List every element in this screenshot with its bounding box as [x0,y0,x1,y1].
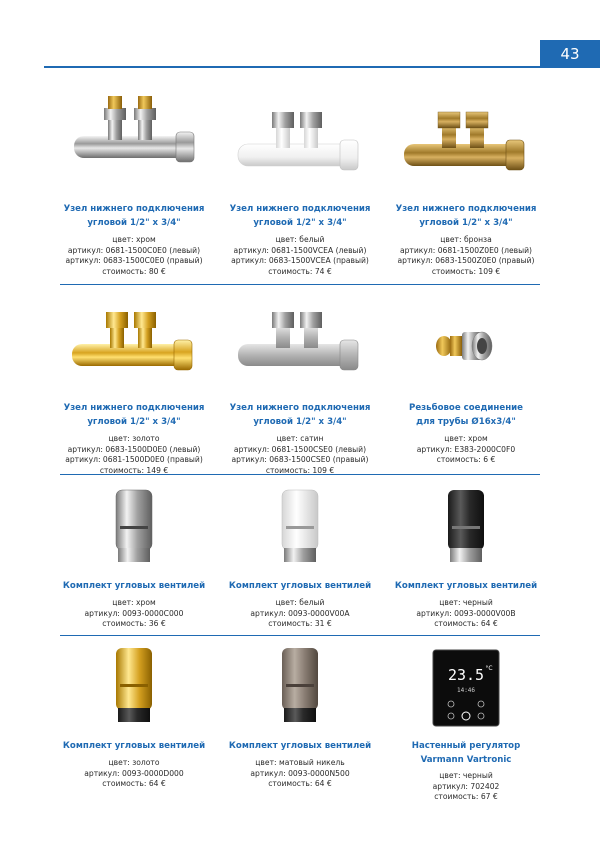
product-details: цвет: черный артикул: 0093-0000V00B стоимость: 64 € [416,598,516,629]
thermostat-time: 14:46 [456,687,476,694]
page-number: 43 [540,40,600,68]
row-separator [60,284,540,285]
row-separator [60,635,540,636]
product-details: цвет: золото артикул: 0093-0000D000 стоимость: 64 € [84,758,184,789]
thermostat-temperature: 23.5 [447,666,485,684]
product-details: цвет: сатин артикул: 0681-1500CSE0 (левый) артикул: 0683-1500CSE0 (правый) стоимость: 109 € [231,434,369,475]
product-title: Узел нижнего подключения угловой 1/2" х 3/4" [229,204,371,228]
fitting-image [366,320,566,370]
bronze-valve-image [366,100,566,184]
product-details: цвет: черный артикул: 702402 стоимость: 67 € [432,771,500,802]
product-details: цвет: бронза артикул: 0681-1500Z0E0 (левый) артикул: 0683-1500Z0E0 (правый) стоимость: 109 € [397,235,535,276]
product-details: цвет: хром артикул: E383-2000C0F0 стоимость: 6 € [416,434,516,465]
product-title: Комплект угловых вентилей [394,581,538,591]
product-title: Узел нижнего подключения угловой 1/2" х 3/4" [63,204,205,228]
thermostat-image [366,648,566,728]
black-head-image [366,486,566,566]
product-title: Комплект угловых вентилей [62,741,206,751]
header-rule [44,66,600,68]
product-details: цвет: хром артикул: 0681-1500C0E0 (левый) артикул: 0683-1500C0E0 (правый) стоимость: 80 € [65,235,203,276]
thermostat-unit: °C [485,665,493,672]
product-title: Узел нижнего подключения угловой 1/2" х 3/4" [229,403,371,427]
product-details: цвет: золото артикул: 0683-1500D0E0 (левый) артикул: 0681-1500D0E0 (правый) стоимость: 149 € [65,434,203,475]
product-title: Комплект угловых вентилей [228,581,372,591]
product-title: Настенный регулятор Varmann Vartronic [411,741,521,765]
product-title: Комплект угловых вентилей [62,581,206,591]
product-title: Узел нижнего подключения угловой 1/2" х 3/4" [63,403,205,427]
product-details: цвет: хром артикул: 0093-0000C000 стоимость: 36 € [84,598,184,629]
product-title: Комплект угловых вентилей [228,741,372,751]
product-details: цвет: белый артикул: 0681-1500VCEA (левый) артикул: 0683-1500VCEA (правый) стоимость: 74 € [231,235,369,276]
product-title: Резьбовое соединение для трубы Ø16х3/4" [409,403,523,427]
product-details: цвет: белый артикул: 0093-0000V00A стоимость: 31 € [250,598,350,629]
product-details: цвет: матовый никель артикул: 0093-0000N500 стоимость: 64 € [250,758,350,789]
product-title: Узел нижнего подключения угловой 1/2" х 3/4" [395,204,537,228]
